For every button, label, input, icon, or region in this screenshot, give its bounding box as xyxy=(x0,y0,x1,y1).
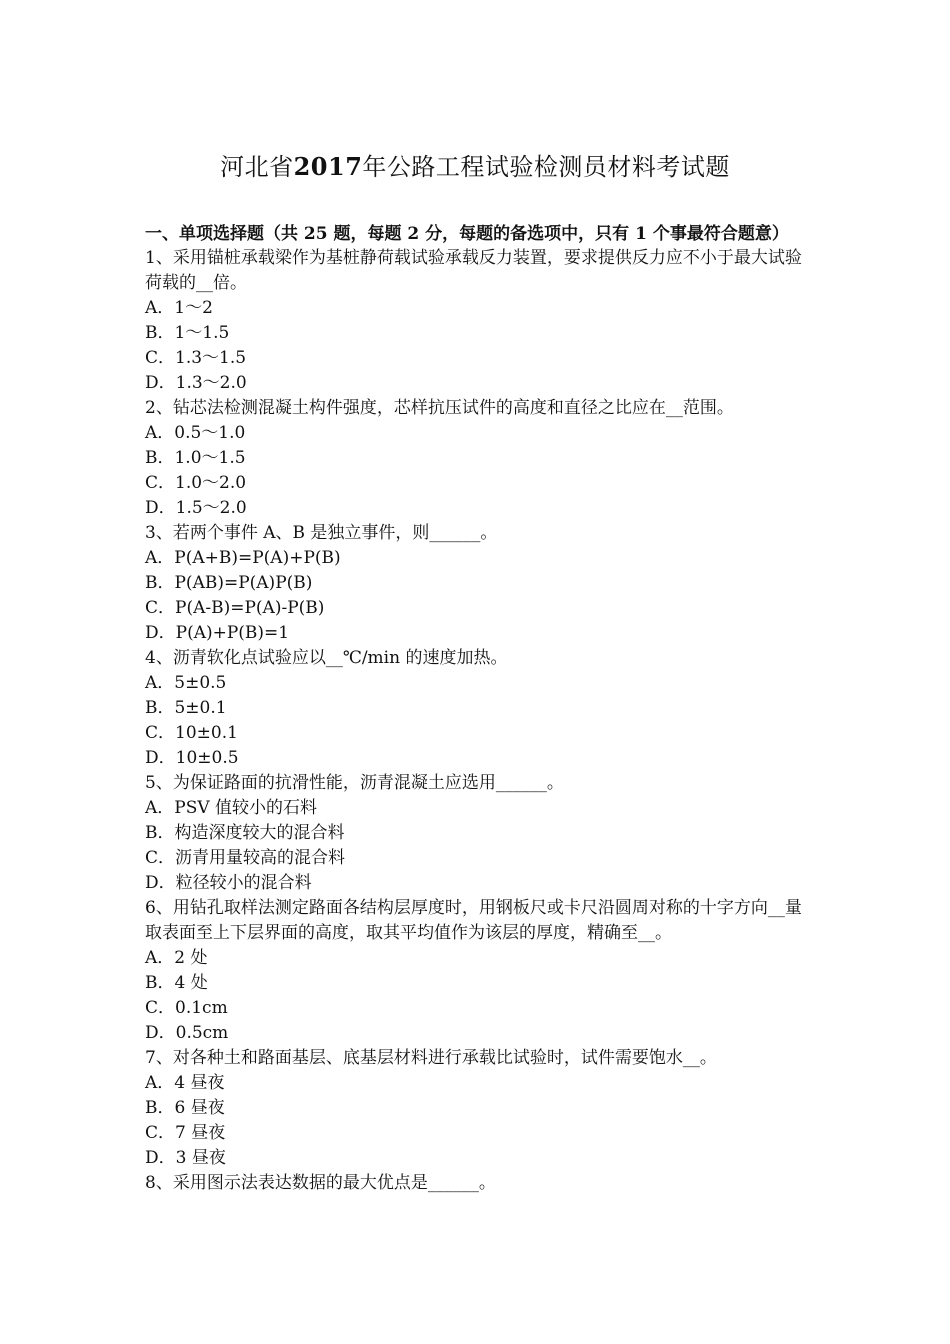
option-d: D．P(A)+P(B)=1 xyxy=(145,623,290,643)
option-b: B．P(AB)=P(A)P(B) xyxy=(145,573,313,593)
option-c: C．0.1cm xyxy=(145,998,228,1018)
document-body xyxy=(145,222,810,1196)
question-stem: 5、为保证路面的抗滑性能，沥青混凝土应选用______。 xyxy=(145,773,564,793)
question-stem: 8、采用图示法表达数据的最大优点是______。 xyxy=(145,1173,496,1193)
title-suffix: 年公路工程试验检测员材料考试题 xyxy=(362,153,730,181)
option-c: C．10±0.1 xyxy=(145,723,238,743)
question-stem: 4、沥青软化点试验应以__℃/min 的速度加热。 xyxy=(145,648,508,668)
title-prefix: 河北省 xyxy=(220,153,294,181)
option-b: B．1～1.5 xyxy=(145,323,230,343)
question-list xyxy=(145,246,810,1196)
question-6 xyxy=(145,896,810,1046)
option-d: D．粒径较小的混合料 xyxy=(145,873,312,893)
option-a: A．P(A+B)=P(A)+P(B) xyxy=(145,548,341,568)
option-c: C．沥青用量较高的混合料 xyxy=(145,848,346,868)
option-a: A．5±0.5 xyxy=(145,673,227,693)
option-c: C．1.3～1.5 xyxy=(145,348,247,368)
option-d: D．0.5cm xyxy=(145,1023,229,1043)
option-a: A．0.5～1.0 xyxy=(145,423,246,443)
option-c: C．1.0～2.0 xyxy=(145,473,247,493)
option-d: D．3 昼夜 xyxy=(145,1148,226,1168)
question-stem: 3、若两个事件 A、B 是独立事件，则______。 xyxy=(145,523,498,543)
question-4 xyxy=(145,646,810,771)
option-a: A．2 处 xyxy=(145,948,208,968)
option-b: B．4 处 xyxy=(145,973,208,993)
question-2 xyxy=(145,396,810,521)
section-heading: 一、单项选择题（共 25 题，每题 2 分，每题的备选项中，只有 1 个事最符合题意） xyxy=(145,224,789,244)
document-title xyxy=(0,150,950,184)
option-d: D．10±0.5 xyxy=(145,748,239,768)
option-c: C．P(A-B)=P(A)-P(B) xyxy=(145,598,325,618)
option-b: B．构造深度较大的混合料 xyxy=(145,823,345,843)
question-1 xyxy=(145,246,810,396)
question-stem: 7、对各种土和路面基层、底基层材料进行承载比试验时，试件需要饱水__。 xyxy=(145,1048,717,1068)
question-stem: 2、钻芯法检测混凝土构件强度，芯样抗压试件的高度和直径之比应在__范围。 xyxy=(145,398,734,418)
question-7 xyxy=(145,1046,810,1171)
question-3 xyxy=(145,521,810,646)
option-a: A．1～2 xyxy=(145,298,213,318)
question-stem: 1、采用锚桩承载梁作为基桩静荷载试验承载反力装置，要求提供反力应不小于最大试验荷载的__倍。 xyxy=(145,248,802,293)
title-year: 2017 xyxy=(293,152,363,181)
option-a: A．PSV 值较小的石料 xyxy=(145,798,318,818)
question-5 xyxy=(145,771,810,896)
option-a: A．4 昼夜 xyxy=(145,1073,225,1093)
option-d: D．1.5～2.0 xyxy=(145,498,247,518)
option-d: D．1.3～2.0 xyxy=(145,373,247,393)
question-8 xyxy=(145,1171,810,1196)
option-b: B．5±0.1 xyxy=(145,698,227,718)
option-b: B．1.0～1.5 xyxy=(145,448,246,468)
option-b: B．6 昼夜 xyxy=(145,1098,225,1118)
option-c: C．7 昼夜 xyxy=(145,1123,226,1143)
question-stem: 6、用钻孔取样法测定路面各结构层厚度时，用钢板尺或卡尺沿圆周对称的十字方向__量取表面至上下层界面的高度，取其平均值作为该层的厚度，精确至__。 xyxy=(145,898,802,943)
